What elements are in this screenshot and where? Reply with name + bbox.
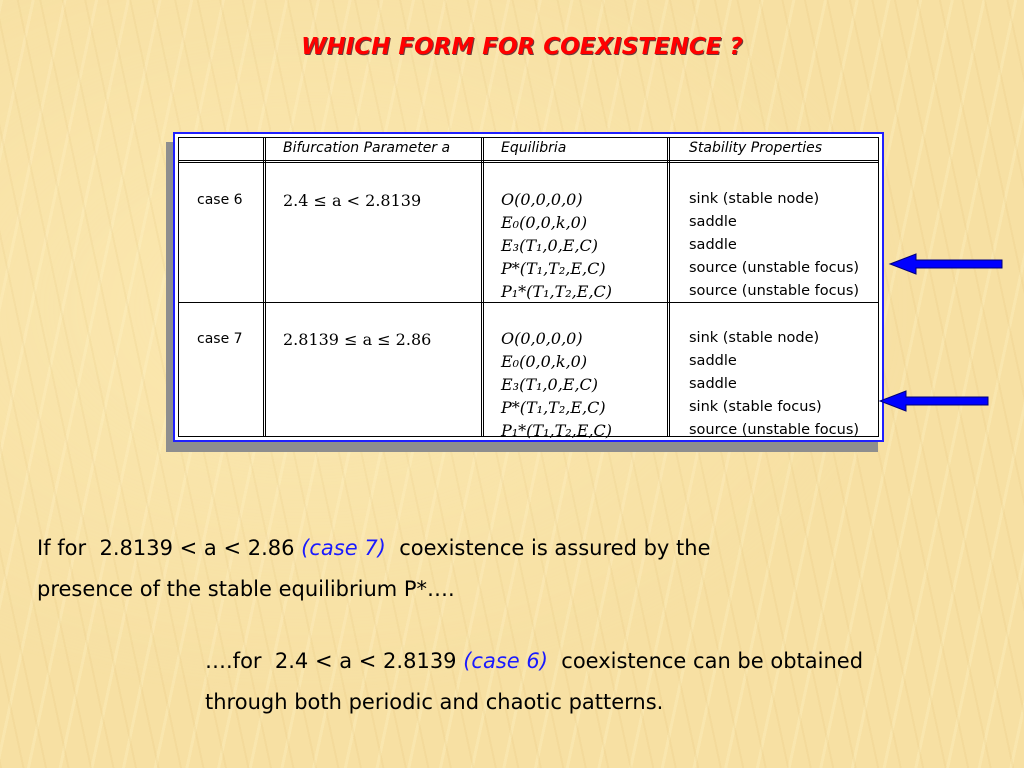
equilibrium-item: P*(T₁,T₂,E,C): [501, 259, 606, 278]
bifurcation-table: [173, 132, 884, 442]
paragraph-text: coexistence is assured by the: [385, 536, 711, 560]
column-divider: [263, 138, 266, 436]
stability-item: saddle: [689, 214, 737, 230]
stability-item: sink (stable focus): [689, 399, 822, 415]
equilibria-list: [501, 188, 612, 303]
stability-item: saddle: [689, 376, 737, 392]
parameter-range: 2.4 ≤ a < 2.8139: [283, 191, 422, 210]
paragraph-line: through both periodic and chaotic patterns.: [205, 690, 664, 714]
column-divider: [667, 138, 670, 436]
equilibrium-item: O(0,0,0,0): [501, 190, 583, 209]
equilibrium-item: E₃(T₁,0,E,C): [501, 236, 599, 255]
header-bifurcation-parameter: Bifurcation Parameter a: [283, 140, 451, 156]
case-reference: (case 6): [463, 649, 548, 673]
column-divider: [481, 138, 484, 436]
case-label: case 6: [197, 192, 243, 208]
stability-list: [689, 188, 859, 303]
stability-item: source (unstable focus): [689, 422, 860, 438]
equilibrium-item: E₃(T₁,0,E,C): [501, 375, 599, 394]
equilibrium-item: P*(T₁,T₂,E,C): [501, 398, 606, 417]
stability-item: saddle: [689, 237, 737, 253]
equilibrium-item: O(0,0,0,0): [501, 329, 583, 348]
stability-item: sink (stable node): [689, 330, 820, 346]
conclusion-paragraph-case7: [37, 528, 937, 610]
header-divider: [179, 160, 878, 163]
stability-item: saddle: [689, 353, 737, 369]
slide-title: WHICH FORM FOR COEXISTENCE ?: [301, 34, 743, 60]
case-reference: (case 7): [301, 536, 386, 560]
conclusion-paragraph-case6: [205, 641, 1020, 723]
left-arrow-icon: [878, 389, 992, 413]
equilibria-list: [501, 327, 612, 442]
case-label: case 7: [197, 331, 243, 347]
table-grid: [178, 137, 879, 440]
equilibrium-item: E₀(0,0,k,0): [501, 352, 588, 371]
paragraph-text: If for 2.8139 < a < 2.86: [37, 536, 302, 560]
equilibrium-item: P₁*(T₁,T₂,E,C): [501, 282, 613, 301]
parameter-range: 2.8139 ≤ a ≤ 2.86: [283, 330, 432, 349]
stability-item: sink (stable node): [689, 191, 820, 207]
left-arrow-icon: [888, 252, 1006, 276]
equilibrium-item: P₁*(T₁,T₂,E,C): [501, 421, 613, 440]
stability-item: source (unstable focus): [689, 260, 860, 276]
equilibrium-item: E₀(0,0,k,0): [501, 213, 588, 232]
paragraph-text: coexistence can be obtained: [547, 649, 864, 673]
paragraph-line: [205, 641, 1020, 682]
header-stability-properties: Stability Properties: [689, 140, 823, 156]
paragraph-line: presence of the stable equilibrium P*….: [37, 577, 455, 601]
stability-item: source (unstable focus): [689, 283, 860, 299]
paragraph-text: ….for 2.4 < a < 2.8139: [205, 649, 464, 673]
header-equilibria: Equilibria: [501, 140, 567, 156]
stability-list: [689, 327, 859, 442]
paragraph-line: [37, 528, 937, 569]
